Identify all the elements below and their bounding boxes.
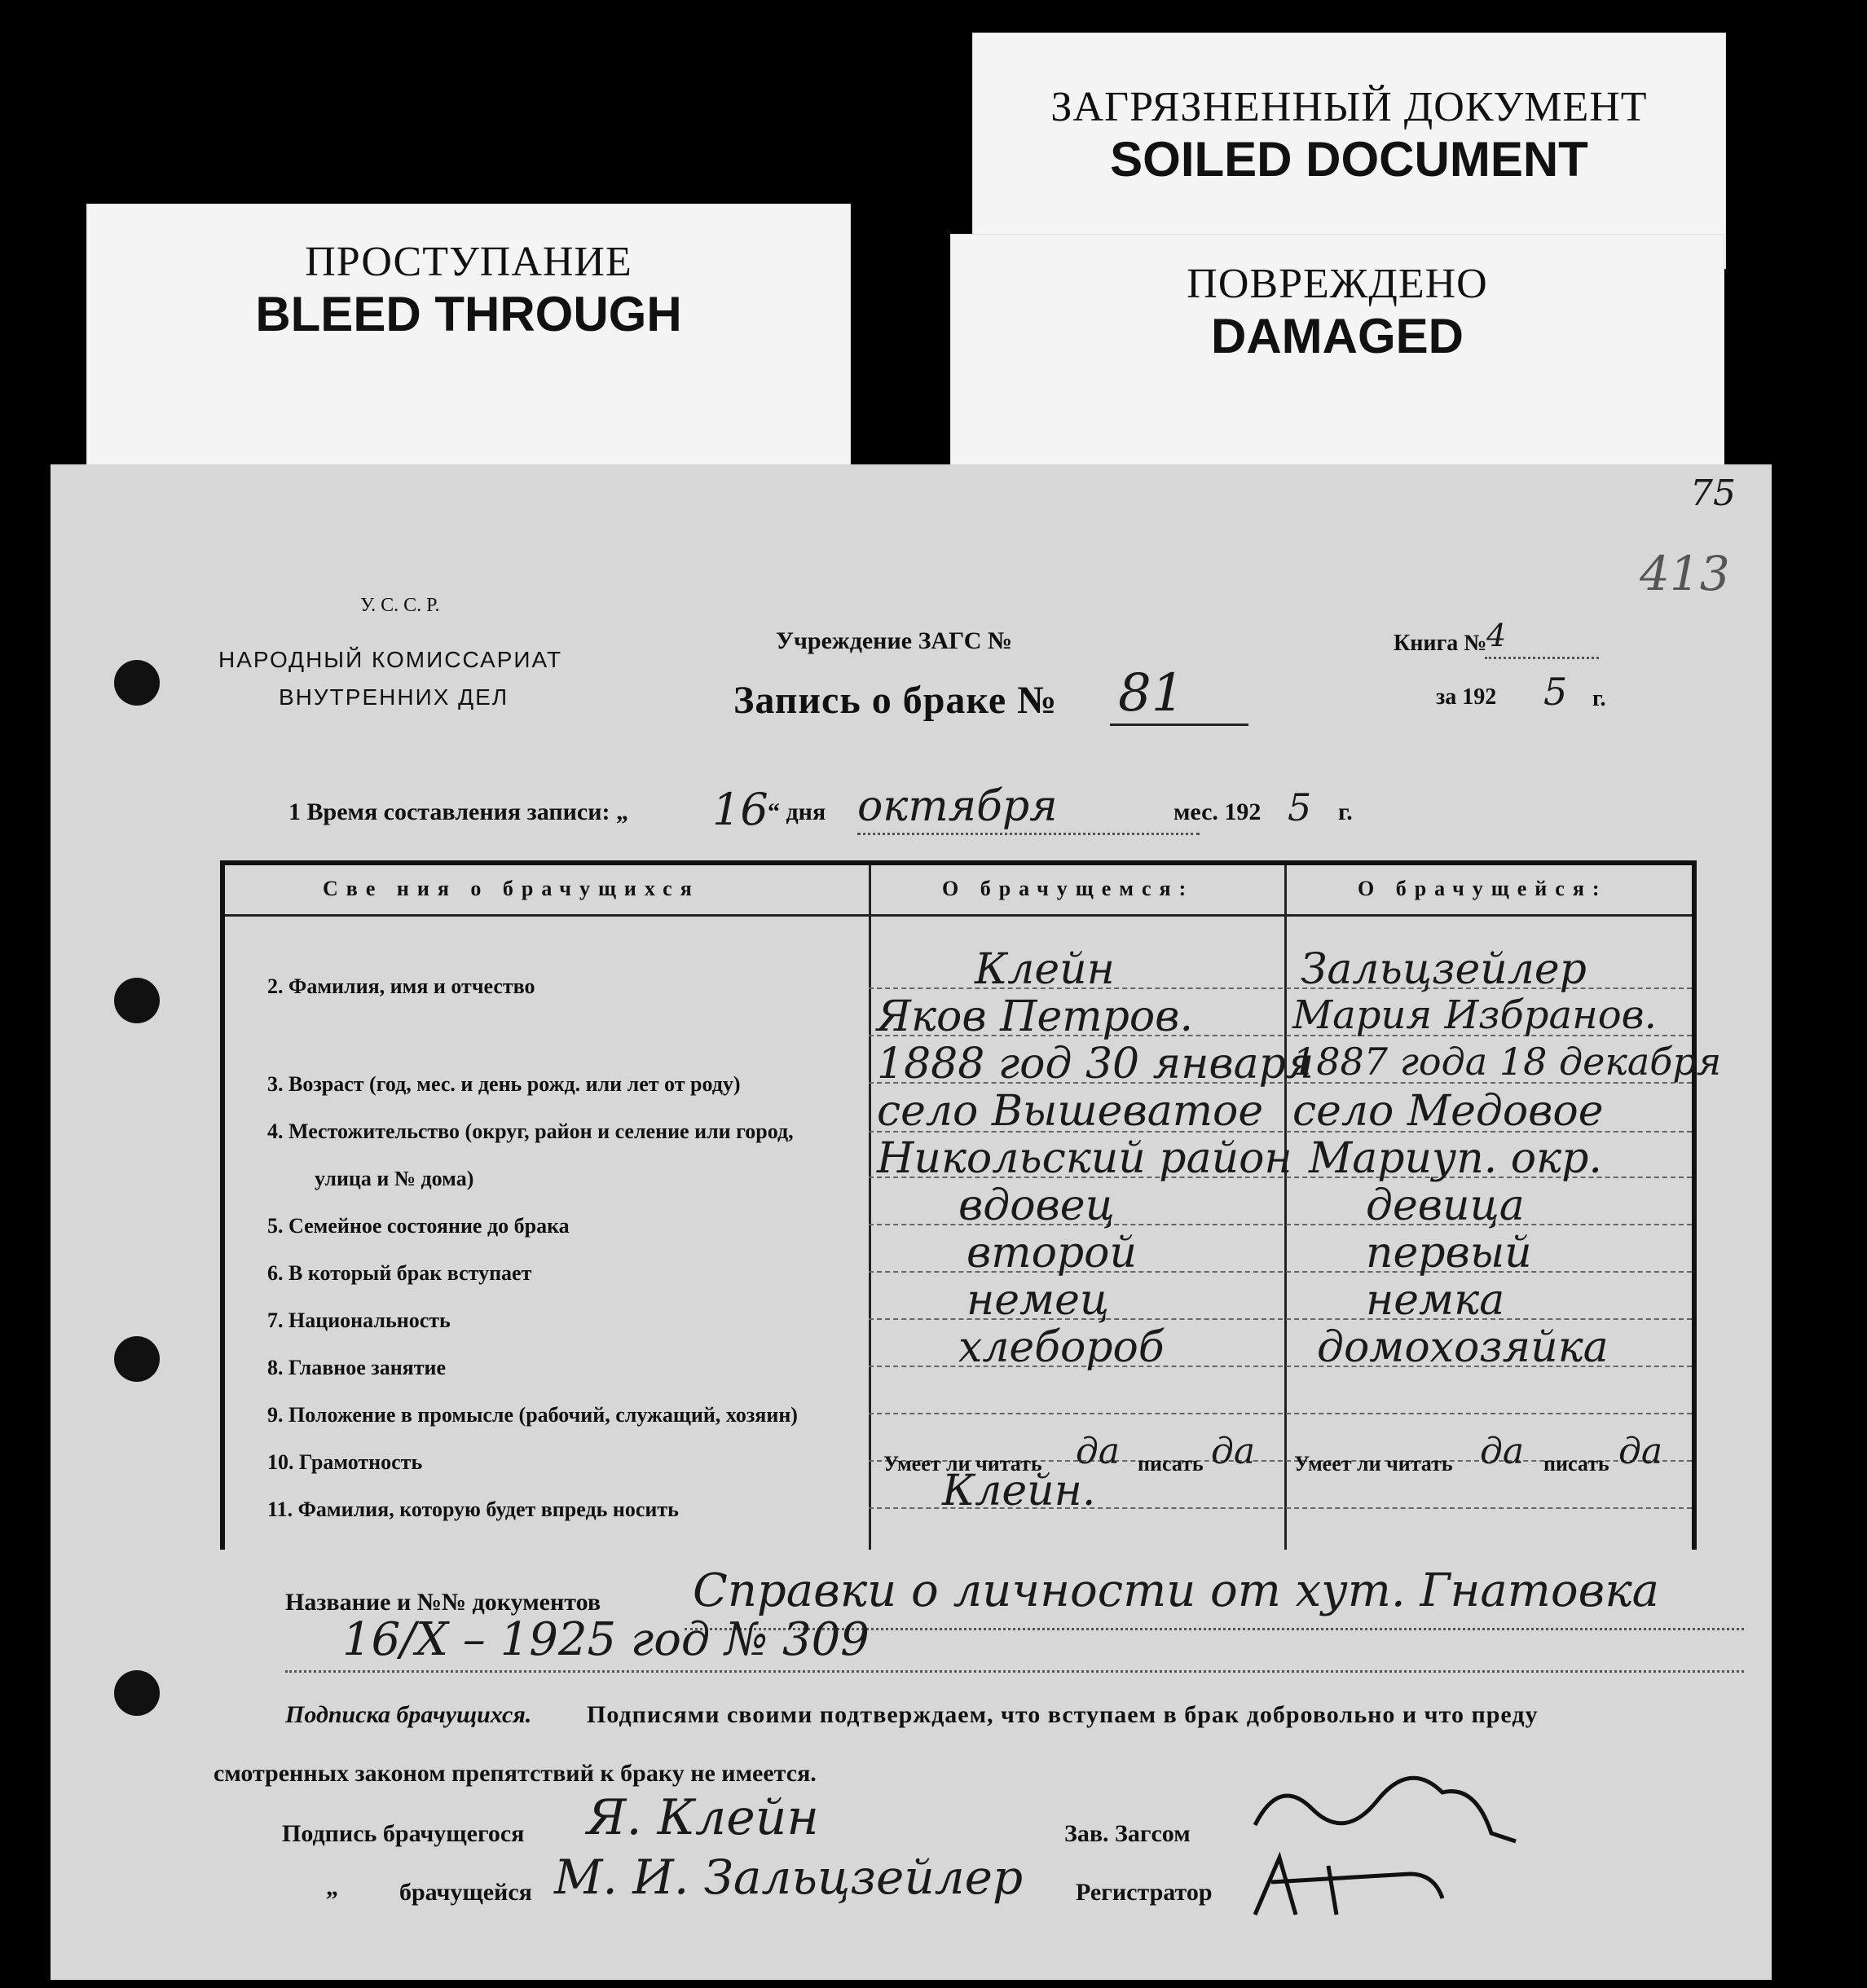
punch-hole (114, 1336, 160, 1382)
book-number-line (1485, 657, 1599, 659)
compilation-time-label: 1 Время составления записи: „ (288, 798, 628, 825)
sheet-number: 75 (1690, 473, 1736, 514)
bride-nationality: немка (1366, 1276, 1505, 1325)
bride-can-read: да (1480, 1431, 1525, 1472)
bleed-through-en: BLEED THROUGH (255, 287, 682, 341)
bride-signature: М. И. Зальцзейлер (554, 1849, 1024, 1905)
compilation-year-suffix: г. (1338, 798, 1353, 825)
groom-district: Никольский район (877, 1134, 1292, 1183)
row-label-occupation: 8. Главное занятие (267, 1356, 447, 1379)
head-of-zags-label: Зав. Загсом (1064, 1820, 1191, 1847)
row-label-residence: 4. Местожительство (округ, район и селение или город, (267, 1119, 794, 1143)
bride-village: село Медовое (1292, 1087, 1604, 1136)
row-label-position: 9. Положение в промысле (рабочий, служащий, хозяин) (267, 1403, 798, 1427)
documents-line-2 (285, 1670, 1744, 1673)
documents-value-2: 16/X – 1925 год № 309 (342, 1613, 870, 1666)
month-line (857, 833, 1200, 835)
bride-marriage-order: первый (1366, 1229, 1532, 1278)
bleed-through-ru: ПРОСТУПАНИЕ (305, 239, 632, 285)
bride-read-label: Умеет ли читать (1294, 1452, 1453, 1476)
spouse-details-table (220, 860, 1722, 1550)
bride-signature-label: брачущейся (399, 1879, 532, 1906)
groom-nationality: немец (967, 1276, 1110, 1325)
bride-can-write: да (1618, 1431, 1663, 1472)
groom-birth-date: 1888 год 30 января (877, 1040, 1314, 1089)
compilation-month: октября (857, 782, 1058, 831)
groom-occupation: хлебороб (958, 1323, 1165, 1372)
bleed-through-tag (86, 204, 851, 481)
bride-surname: Зальцзейлер (1301, 945, 1587, 994)
commissariat-line-2: ВНУТРЕННИХ ДЕЛ (279, 684, 509, 710)
declaration-text-1: Подписями своими подтверждаем, что вступаем в брак добровольно и что преду (587, 1701, 1539, 1728)
record-year-prefix: за 192 (1436, 684, 1497, 710)
ussr-heading: У. С. С. Р. (360, 595, 440, 616)
registrar-signature-scribble (1247, 1841, 1459, 1931)
damaged-ru: ПОВРЕЖДЕНО (1187, 261, 1488, 307)
compilation-day: 16 (712, 784, 768, 835)
documents-value-1: Справки о личности от хут. Гнатовка (693, 1564, 1660, 1617)
groom-read-label: Умеет ли читать (883, 1452, 1042, 1476)
damaged-tag (950, 234, 1724, 486)
row-label-residence-cont: улица и № дома) (315, 1167, 474, 1190)
record-number-line (1110, 724, 1248, 726)
zags-office-label: Учреждение ЗАГС № (776, 627, 1013, 654)
bride-marital-status: девица (1366, 1181, 1525, 1230)
bride-birth-date: 1887 года 18 декабря (1292, 1040, 1722, 1084)
bride-given-names: Мария Избранов. (1292, 992, 1657, 1038)
groom-given-names: Яков Петров. (877, 992, 1193, 1041)
record-number: 81 (1118, 663, 1185, 724)
row-label-marital-status: 5. Семейное состояние до брака (267, 1214, 570, 1238)
commissariat-line-1: НАРОДНЫЙ КОМИССАРИАТ (218, 647, 563, 672)
groom-surname: Клейн (975, 945, 1115, 994)
record-year-digit: 5 (1543, 670, 1568, 714)
bride-write-label: писать (1543, 1452, 1609, 1476)
soiled-document-ru: ЗАГРЯЗНЕННЫЙ ДОКУМЕНТ (1050, 84, 1648, 130)
column-divider (1284, 865, 1287, 1550)
documents-label: Название и №№ документов (285, 1589, 601, 1616)
row-label-age: 3. Возраст (год, мес. и день рожд. или лет от роду) (267, 1072, 741, 1096)
col-header-bride: О брачущейся: (1358, 877, 1608, 900)
compilation-year-digit: 5 (1288, 785, 1312, 829)
col-header-groom: О брачущемся: (942, 877, 1195, 900)
col-header-info: Све ния о брачущихся (323, 877, 700, 900)
groom-village: село Вышеватое (877, 1087, 1264, 1136)
header-divider (225, 914, 1692, 917)
punch-hole (114, 660, 160, 706)
row-label-marriage-order: 6. В который брак вступает (267, 1261, 532, 1285)
punch-hole (114, 1670, 160, 1716)
month-year-label: мес. 192 (1173, 798, 1262, 825)
archive-page-number: 413 (1640, 546, 1730, 601)
punch-hole (114, 978, 160, 1023)
row-line (869, 1413, 1692, 1414)
row-label-nationality: 7. Национальность (267, 1308, 451, 1332)
bride-district: Мариуп. окр. (1309, 1134, 1602, 1183)
record-title: Запись о браке № (733, 679, 1058, 722)
column-divider (869, 865, 871, 1550)
declaration-text-2: смотренных законом препятствий к браку не имеется. (214, 1760, 817, 1787)
damaged-en: DAMAGED (1211, 309, 1464, 363)
row-label-literacy: 10. Грамотность (267, 1450, 423, 1474)
row-label-name: 2. Фамилия, имя и отчество (267, 974, 535, 998)
groom-write-label: писать (1138, 1452, 1204, 1476)
soiled-document-en: SOILED DOCUMENT (1110, 132, 1588, 187)
groom-future-surname: Клейн. (942, 1467, 1096, 1515)
groom-can-read: да (1076, 1431, 1121, 1472)
groom-signature-label: Подпись брачущегося (282, 1820, 525, 1847)
record-year-suffix: г. (1592, 686, 1606, 711)
bride-occupation: домохозяйка (1317, 1323, 1609, 1372)
declaration-title: Подписка брачущихся. (285, 1701, 532, 1728)
groom-signature: Я. Клейн (587, 1789, 819, 1846)
bride-signature-quote: „ (326, 1874, 338, 1901)
groom-marital-status: вдовец (958, 1181, 1115, 1230)
day-label: “ дня (768, 798, 826, 825)
groom-marriage-order: второй (967, 1229, 1137, 1278)
groom-can-write: да (1211, 1431, 1256, 1472)
book-number: 4 (1486, 618, 1507, 653)
book-label: Книга № (1394, 631, 1487, 656)
row-label-future-surname: 11. Фамилия, которую будет впредь носить (267, 1498, 679, 1521)
registrar-label: Регистратор (1076, 1879, 1213, 1906)
